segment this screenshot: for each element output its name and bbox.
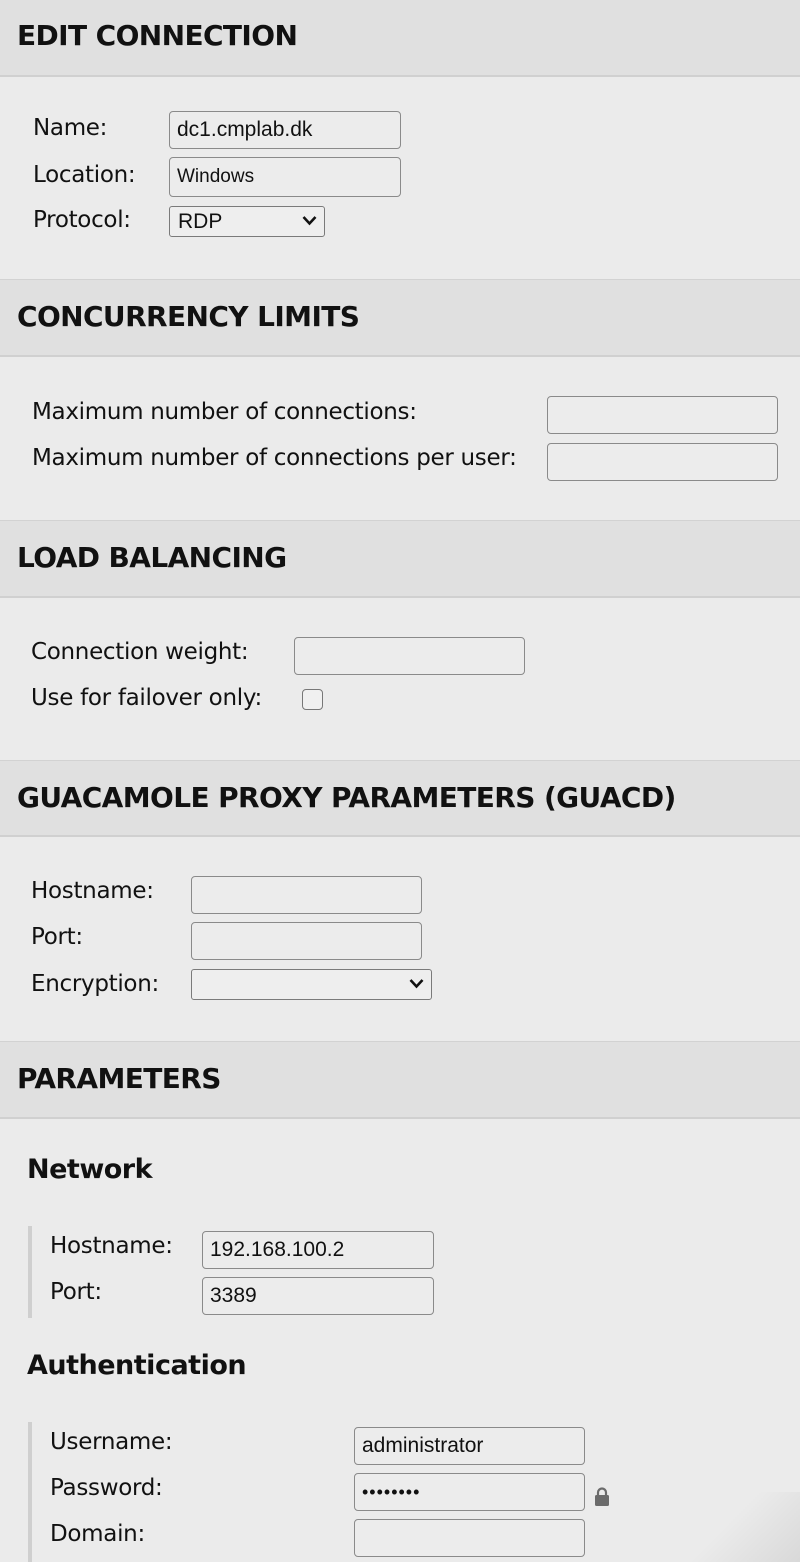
guacd-port-label: Port: xyxy=(31,924,83,950)
authentication-subheading: Authentication xyxy=(27,1350,247,1381)
max-connections-per-user-label: Maximum number of connections per user: xyxy=(32,445,517,471)
network-port-input[interactable]: 3389 xyxy=(202,1277,434,1315)
network-group-bar xyxy=(28,1226,32,1318)
lock-icon[interactable] xyxy=(594,1487,610,1507)
guacd-port-input[interactable] xyxy=(191,922,422,960)
guacd-encryption-select[interactable] xyxy=(191,969,432,1000)
name-input[interactable]: dc1.cmplab.dk xyxy=(169,111,401,149)
section-title: PARAMETERS xyxy=(17,1062,221,1095)
guacd-encryption-label: Encryption: xyxy=(31,971,159,997)
failover-only-checkbox[interactable] xyxy=(302,689,323,710)
network-port-label: Port: xyxy=(50,1279,102,1305)
section-header-concurrency-limits xyxy=(0,279,800,357)
section-header-edit-connection xyxy=(0,0,800,77)
connection-weight-input[interactable] xyxy=(294,637,525,675)
protocol-select-value: RDP xyxy=(178,209,223,233)
network-hostname-input[interactable]: 192.168.100.2 xyxy=(202,1231,434,1269)
chevron-down-icon xyxy=(302,215,317,226)
protocol-select[interactable] xyxy=(169,206,325,237)
section-title: CONCURRENCY LIMITS xyxy=(17,300,360,333)
location-label: Location: xyxy=(33,162,136,188)
password-input[interactable]: •••••••• xyxy=(354,1473,585,1511)
protocol-label: Protocol: xyxy=(33,207,131,233)
name-label: Name: xyxy=(33,115,108,141)
network-hostname-label: Hostname: xyxy=(50,1233,173,1259)
section-title: GUACAMOLE PROXY PARAMETERS (GUACD) xyxy=(17,781,676,814)
authentication-group-bar xyxy=(28,1422,32,1562)
failover-only-label: Use for failover only: xyxy=(31,685,262,711)
chevron-down-icon xyxy=(409,978,424,989)
section-header-load-balancing xyxy=(0,520,800,598)
window-corner-shadow xyxy=(620,1492,800,1562)
section-header-guacd xyxy=(0,760,800,837)
max-connections-label: Maximum number of connections: xyxy=(32,399,417,425)
max-connections-input[interactable] xyxy=(547,396,778,434)
section-title: EDIT CONNECTION xyxy=(17,19,298,52)
connection-weight-label: Connection weight: xyxy=(31,639,249,665)
max-connections-per-user-input[interactable] xyxy=(547,443,778,481)
network-subheading: Network xyxy=(27,1154,153,1185)
domain-input[interactable] xyxy=(354,1519,585,1557)
location-input[interactable]: Windows xyxy=(169,157,401,197)
username-label: Username: xyxy=(50,1429,173,1455)
section-title: LOAD BALANCING xyxy=(17,541,287,574)
section-header-parameters xyxy=(0,1041,800,1119)
username-input[interactable]: administrator xyxy=(354,1427,585,1465)
guacd-hostname-input[interactable] xyxy=(191,876,422,914)
domain-label: Domain: xyxy=(50,1521,145,1547)
password-label: Password: xyxy=(50,1475,163,1501)
guacd-hostname-label: Hostname: xyxy=(31,878,154,904)
